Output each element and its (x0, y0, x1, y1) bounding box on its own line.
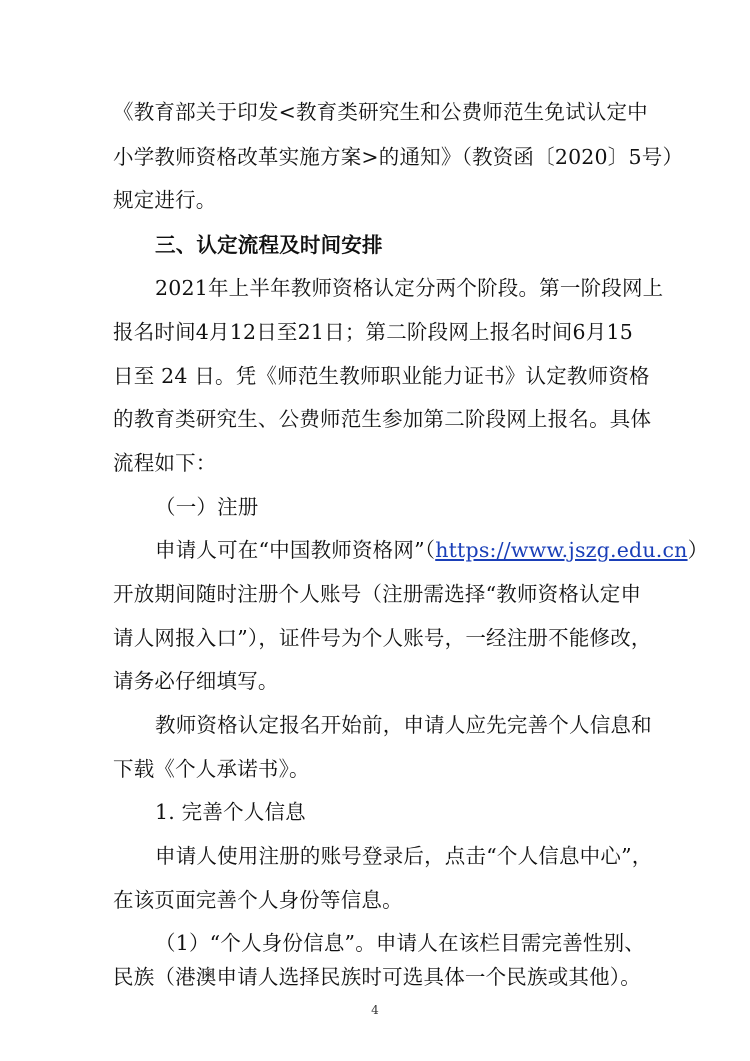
section-heading: 三、认定流程及时间安排 (155, 233, 383, 257)
paragraph-text: 申请人可在“中国教师资格网”（ (155, 538, 436, 562)
paragraph-line: 《教育部关于印发<教育类研究生和公费师范生免试认定中 (113, 100, 648, 124)
subsection-heading: 1. 完善个人信息 (155, 800, 306, 824)
paragraph-line: 请务必仔细填写。 (113, 669, 279, 693)
paragraph-line: 2021年上半年教师资格认定分两个阶段。第一阶段网上 (155, 276, 664, 300)
paragraph-line: 开放期间随时注册个人账号（注册需选择“教师资格认定申 (113, 582, 642, 606)
paragraph-line: 小学教师资格改革实施方案>的通知》（教资函〔2020〕5号） (113, 145, 684, 169)
paragraph-line: 日至 24 日。凭《师范生教师职业能力证书》认定教师资格 (113, 364, 650, 388)
paragraph-line (155, 536, 709, 564)
subsection-heading: （一）注册 (155, 495, 259, 519)
paragraph-line: 报名时间4月12日至21日；第二阶段网上报名时间6月15 (113, 320, 633, 344)
paragraph-line: 民族（港澳申请人选择民族时可选具体一个民族或其他）。 (113, 965, 641, 989)
paragraph-text: ） (687, 538, 709, 562)
paragraph-line: 请人网报入口”），证件号为个人账号，一经注册不能修改， (113, 626, 652, 650)
jszg-link[interactable]: https://www.jszg.edu.cn (435, 538, 688, 562)
paragraph-line: 流程如下： (113, 451, 217, 475)
paragraph-line: （1）“个人身份信息”。申请人在该栏目需完善性别、 (155, 931, 646, 955)
paragraph-line: 教师资格认定报名开始前，申请人应先完善个人信息和 (155, 713, 652, 737)
page-number: 4 (371, 1003, 379, 1017)
paragraph-line: 下载《个人承诺书》。 (113, 757, 310, 781)
paragraph-line: 规定进行。 (113, 188, 217, 212)
paragraph-line: 申请人使用注册的账号登录后，点击“个人信息中心”， (155, 844, 653, 868)
paragraph-line: 在该页面完善个人身份等信息。 (113, 888, 403, 912)
paragraph-line: 的教育类研究生、公费师范生参加第二阶段网上报名。具体 (113, 407, 652, 431)
